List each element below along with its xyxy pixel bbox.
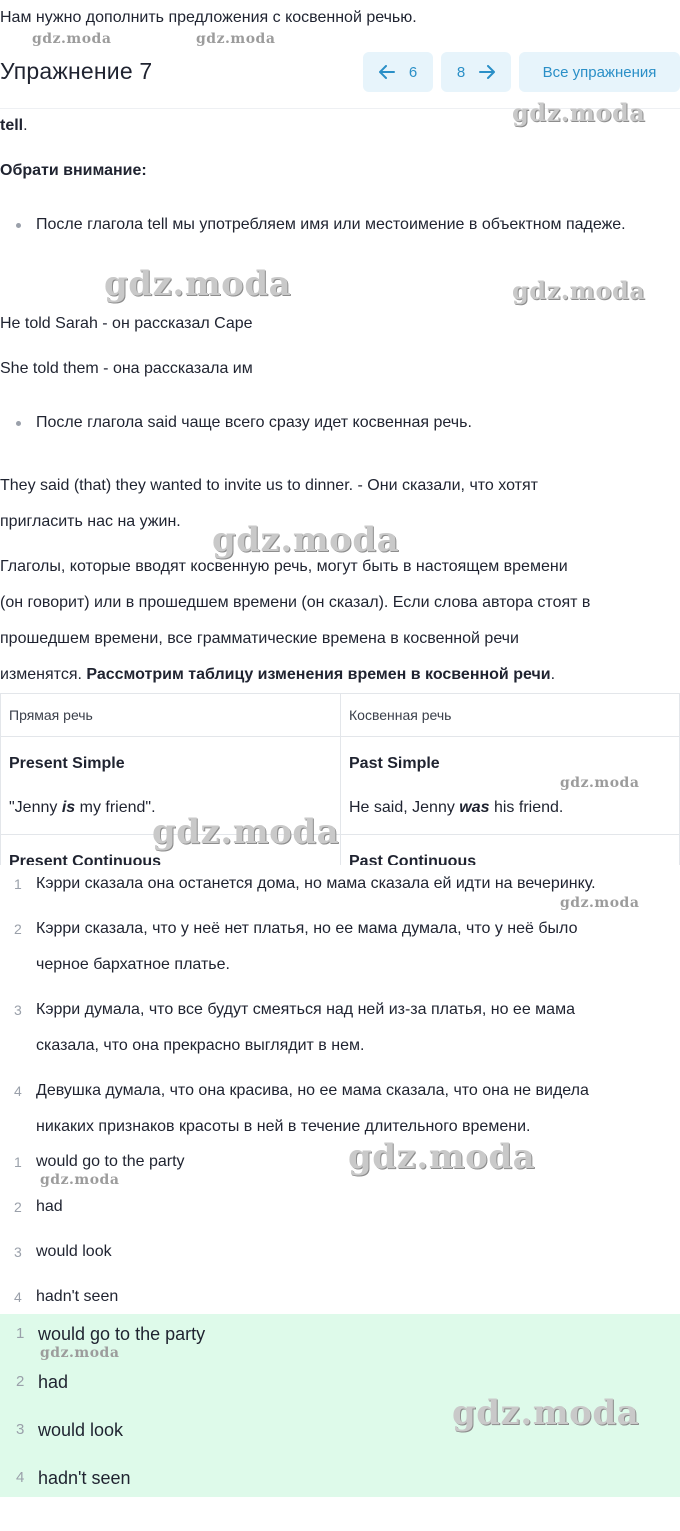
bullet-text: После глагола said чаще всего сразу идет косвенная речь. <box>36 414 472 431</box>
example-line: She told them - она рассказала им <box>0 360 253 377</box>
item-text: сказала, что она прекрасно выглядит в нем. <box>36 1037 365 1054</box>
list-item <box>0 405 680 441</box>
answer-text: had <box>38 1372 69 1392</box>
item-number: 4 <box>16 1469 25 1486</box>
answer-text: would look <box>36 1243 112 1260</box>
paragraph-line: прошедшем времени, все грамматические времена в косвенной речи <box>0 630 519 647</box>
arrow-left-icon <box>379 65 395 79</box>
item-text: Кэрри сказала она останется дома, но мама сказала ей идти на вечеринку. <box>36 875 596 892</box>
answer-item <box>0 1234 680 1270</box>
intro-text: Нам нужно дополнить предложения с косвенной речью. <box>0 9 417 26</box>
item-number: 4 <box>14 1083 22 1099</box>
answer-text: had <box>36 1198 63 1215</box>
item-number: 1 <box>14 876 22 892</box>
watermark: gdz.moda <box>152 812 340 852</box>
example-emphasis: is <box>61 799 76 816</box>
watermark: gdz.moda <box>512 98 646 127</box>
list-item <box>0 207 680 243</box>
answer-text: would go to the party <box>36 1153 185 1170</box>
watermark: gdz.moda <box>196 31 276 47</box>
example-line: пригласить нас на ужин. <box>0 513 181 530</box>
tense-name: Present Simple <box>9 755 125 772</box>
table-header-row <box>0 694 680 737</box>
paragraph-bold-text: Рассмотрим таблицу изменения времен в косвенной речи <box>86 666 551 683</box>
watermark: gdz.moda <box>212 520 400 560</box>
next-exercise-label: 8 <box>456 63 466 81</box>
item-number: 2 <box>16 1373 25 1390</box>
answer-text: would look <box>38 1420 124 1440</box>
all-exercises-button[interactable]: Все упражнения <box>519 52 680 92</box>
bullet-text: После глагола tell мы употребляем имя или местоимение в объектном падеже. <box>36 216 626 233</box>
paragraph-line: (он говорит) или в прошедшем времени (он сказал). Если слова автора стоят в <box>0 594 591 611</box>
answer-item <box>0 1460 680 1496</box>
list-item <box>0 1073 680 1145</box>
watermark: gdz.moda <box>40 1172 120 1188</box>
watermark: gdz.moda <box>40 1345 120 1361</box>
item-text: черное бархатное платье. <box>36 956 230 973</box>
answer-item <box>0 1189 680 1225</box>
arrow-right-icon <box>479 65 495 79</box>
watermark: gdz.moda <box>348 1137 536 1177</box>
bullet-dot <box>16 223 21 228</box>
item-text: никаких признаков красоты в ней в течение длительного времени. <box>36 1118 531 1135</box>
table-cell <box>340 835 680 865</box>
watermark: gdz.moda <box>104 264 292 304</box>
item-text: Девушка думала, что она красива, но ее мама сказала, что она не видела <box>36 1082 589 1099</box>
tense-example <box>349 797 671 819</box>
answer-item <box>0 1279 680 1315</box>
table-header-cell: Прямая речь <box>0 694 340 736</box>
tell-suffix: . <box>23 117 28 134</box>
table-header-cell: Косвенная речь <box>340 694 680 736</box>
answer-text: hadn't seen <box>38 1468 131 1488</box>
list-item <box>0 911 680 983</box>
tell-word: tell <box>0 117 24 134</box>
item-number: 2 <box>14 921 22 937</box>
watermark: gdz.moda <box>560 895 640 911</box>
attention-heading: Обрати внимание: <box>0 162 147 179</box>
watermark: gdz.moda <box>560 775 640 791</box>
watermark: gdz.moda <box>452 1393 640 1433</box>
tell-line <box>0 108 28 144</box>
tense-name: Past Simple <box>349 755 440 772</box>
item-number: 3 <box>16 1421 25 1438</box>
example-text: his friend. <box>489 799 564 816</box>
bullet-dot <box>16 421 21 426</box>
watermark: gdz.moda <box>32 31 112 47</box>
watermark: gdz.moda <box>512 276 646 305</box>
item-number: 3 <box>14 1002 22 1018</box>
example-line: He told Sarah - он рассказал Саре <box>0 315 253 332</box>
example-text: "Jenny <box>9 799 62 816</box>
prev-exercise-button[interactable] <box>363 52 433 92</box>
answer-text: would go to the party <box>38 1324 206 1344</box>
table-row <box>0 835 680 865</box>
paragraph-end: . <box>550 666 556 683</box>
prev-exercise-label: 6 <box>408 63 418 81</box>
answer-text: hadn't seen <box>36 1288 119 1305</box>
next-exercise-button[interactable] <box>441 52 511 92</box>
item-text: Кэрри сказала, что у неё нет платья, но ее мама думала, что у неё было <box>36 920 578 937</box>
tense-name: Present Continuous <box>9 853 162 865</box>
page-title: Упражнение 7 <box>0 58 153 84</box>
example-emphasis: was <box>459 799 490 816</box>
item-number: 1 <box>16 1325 25 1342</box>
exercise-header <box>0 52 680 94</box>
item-text: Кэрри думала, что все будут смеяться над ней из-за платья, но ее мама <box>36 1001 575 1018</box>
paragraph-line: Глаголы, которые вводят косвенную речь, могут быть в настоящем времени <box>0 558 568 575</box>
item-number: 4 <box>14 1289 22 1305</box>
example-text: He said, Jenny <box>349 799 460 816</box>
paragraph-line <box>0 657 555 693</box>
list-item <box>0 992 680 1064</box>
item-number: 1 <box>14 1154 22 1170</box>
example-line: They said (that) they wanted to invite us to dinner. - Они сказали, что хотят <box>0 477 538 494</box>
item-number: 2 <box>14 1199 22 1215</box>
example-text: my friend". <box>75 799 156 816</box>
tense-name: Past Continuous <box>349 853 477 865</box>
paragraph-text: изменятся. <box>0 666 87 683</box>
item-number: 3 <box>14 1244 22 1260</box>
